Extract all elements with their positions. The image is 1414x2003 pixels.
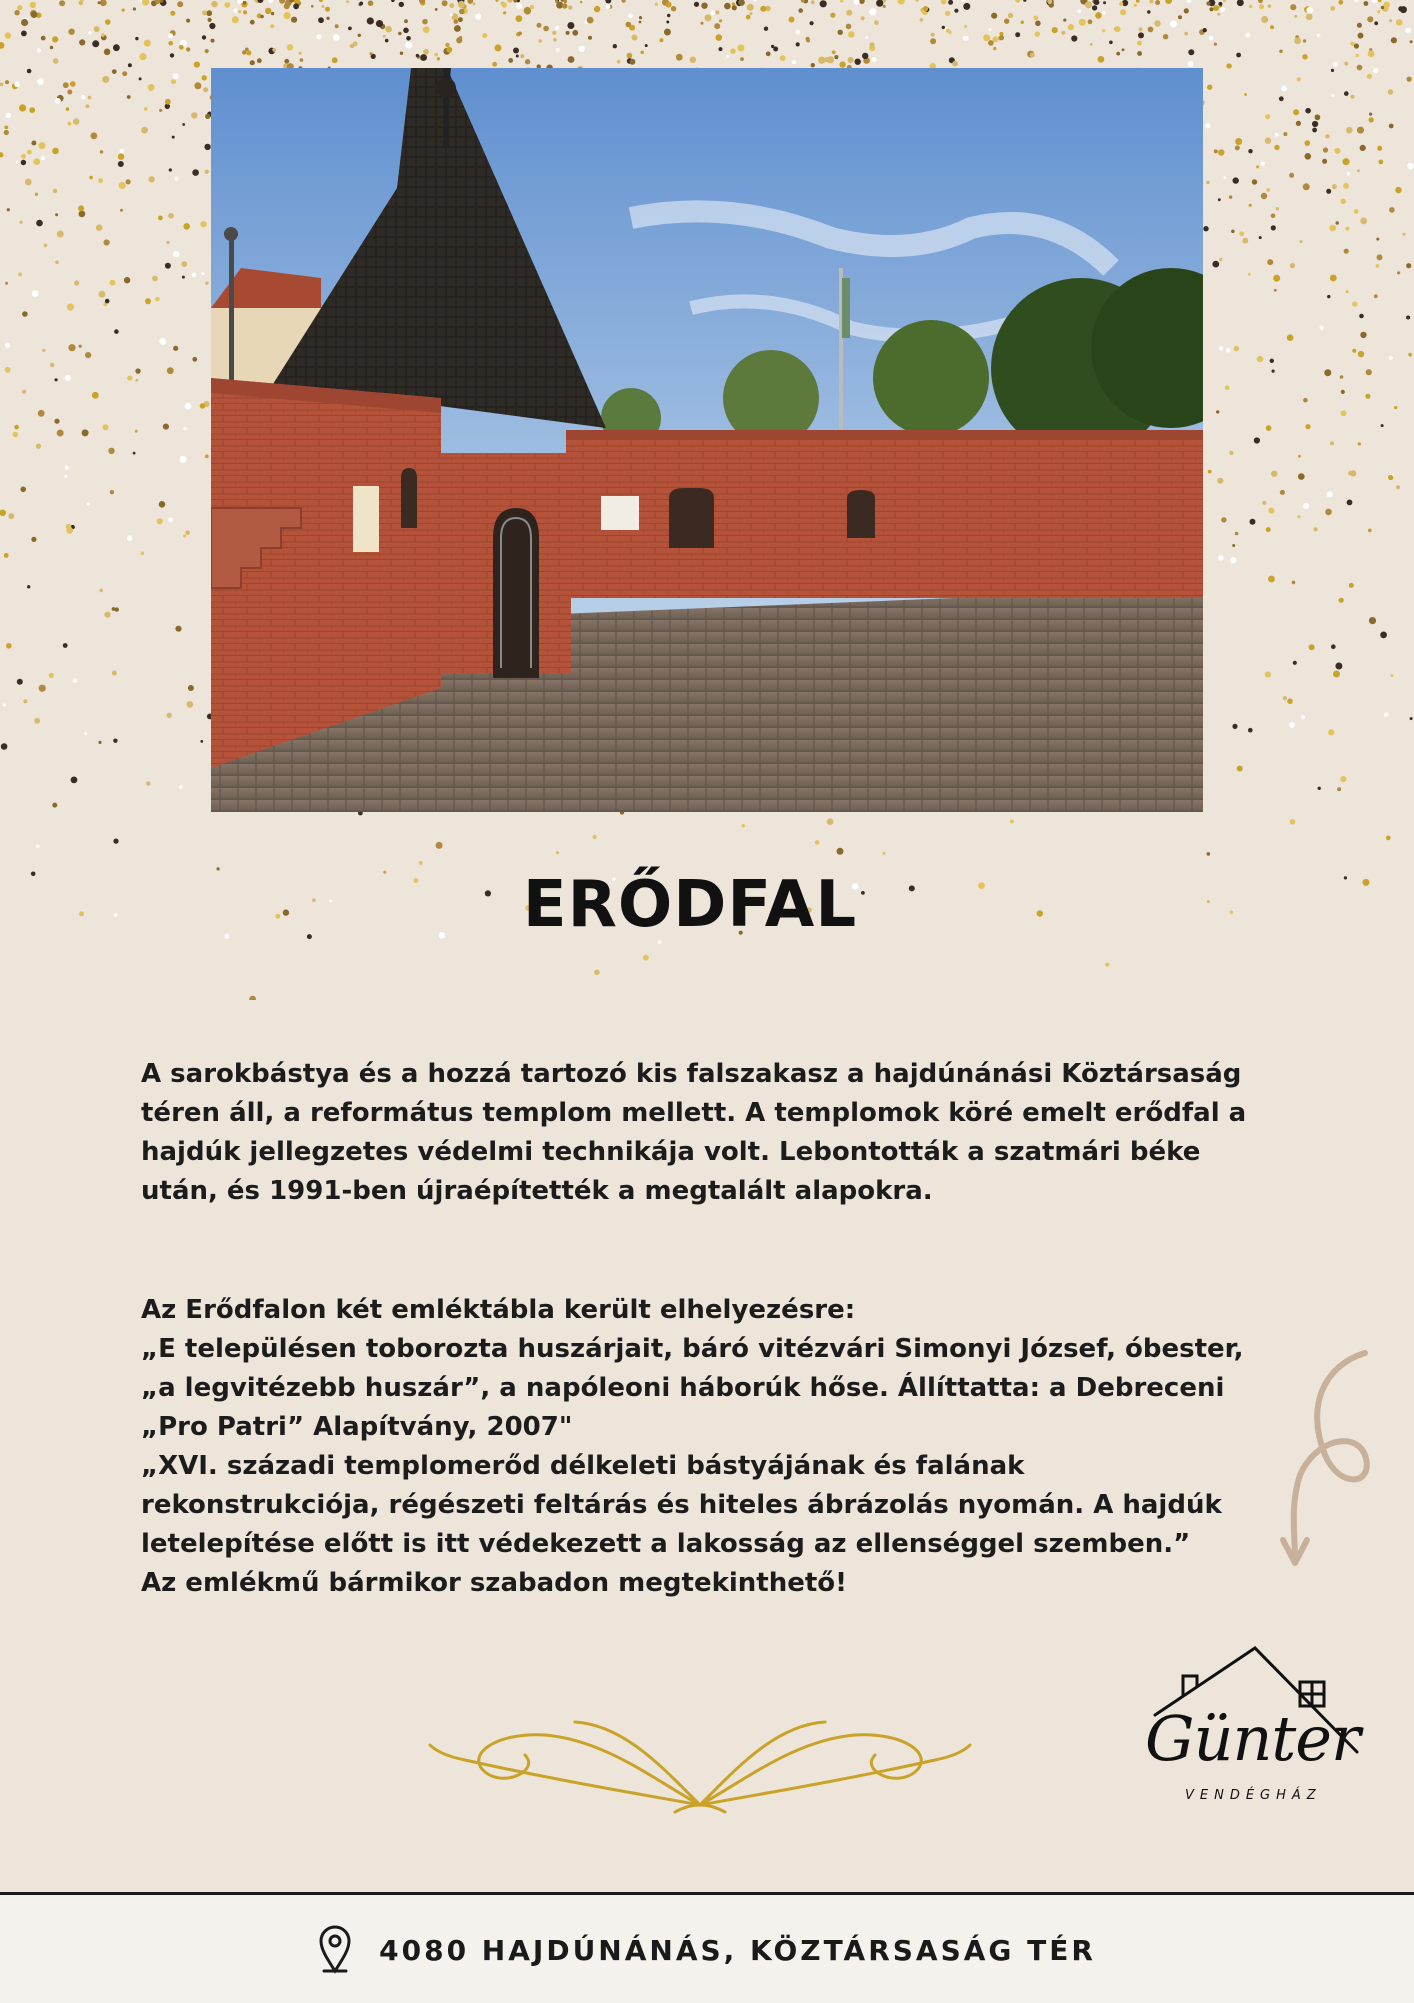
footer-address-row [0, 1925, 1414, 1975]
logo-subtitle: VENDÉGHÁZ [1185, 1788, 1322, 1803]
curly-arrow-icon [1265, 1345, 1375, 1575]
footer-address: 4080 HAJDÚNÁNÁS, KÖZTÁRSASÁG TÉR [379, 1933, 1096, 1967]
plaques-line: Az emlékmű bármikor szabadon megtekinthető! [141, 1568, 848, 1598]
plaques-line: rekonstrukciója, régészeti feltárás és hiteles ábrázolás nyomán. A hajdúk [141, 1490, 1222, 1520]
description-line: hajdúk jellegzetes védelmi technikája volt. Lebontották a szatmári béke [141, 1137, 1201, 1167]
footer-bar [0, 1892, 1414, 2003]
plaques-paragraph [141, 1291, 1281, 1603]
plaques-line: „Pro Patri” Alapítvány, 2007" [141, 1412, 573, 1442]
description-paragraph [141, 1055, 1281, 1211]
gunter-guesthouse-logo [1135, 1640, 1395, 1820]
gold-flourish-ornament [425, 1700, 975, 1820]
logo-name: Günter [1145, 1702, 1360, 1775]
plaques-line: letelepítése előtt is itt védekezett a lakosság az ellenséggel szemben.” [141, 1529, 1191, 1559]
fortress-wall-photo [211, 68, 1203, 812]
plaques-line: „XVI. századi templomerőd délkeleti bástyájának és falának [141, 1451, 1025, 1481]
description-line: téren áll, a református templom mellett. A templomok köré emelt erődfal a [141, 1098, 1247, 1128]
page-title: ERŐDFAL [522, 868, 858, 942]
description-line: után, és 1991-ben újraépítették a megtalált alapokra. [141, 1176, 933, 1206]
description-line: A sarokbástya és a hozzá tartozó kis falszakasz a hajdúnánási Köztársaság [141, 1059, 1242, 1089]
plaques-line: „E településen toborozta huszárjait, báró vitézvári Simonyi József, óbester, [141, 1334, 1244, 1364]
plaques-line: Az Erődfalon két emléktábla került elhelyezésre: [141, 1295, 856, 1325]
plaques-line: „a legvitézebb huszár”, a napóleoni háborúk hőse. Állíttatta: a Debreceni [141, 1373, 1225, 1403]
location-pin-icon [318, 1925, 352, 1975]
